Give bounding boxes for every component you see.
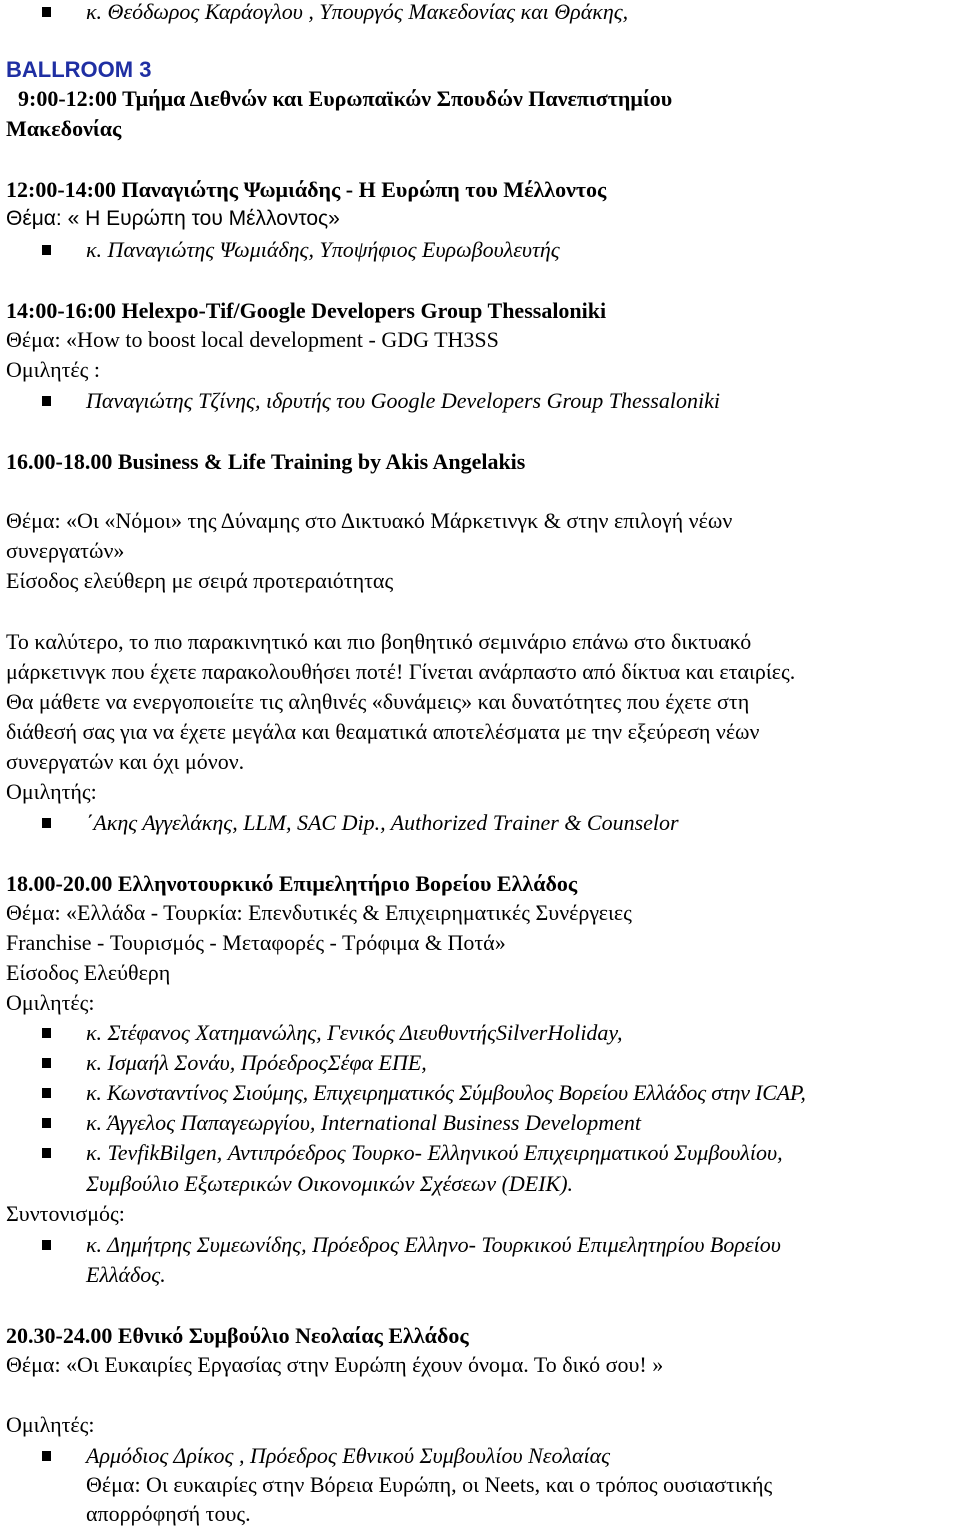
speakers-label: Ομιλητές: — [6, 1412, 95, 1437]
session-theme: Θέμα: «Οι Ευκαιρίες Εργασίας στην Ευρώπη έχουν όνομα. Το δικό σου! » — [6, 1352, 664, 1377]
square-bullet-icon — [42, 1240, 51, 1250]
entry-note: Είσοδος ελεύθερη με σειρά προτεραιότητας — [6, 568, 394, 593]
square-bullet-icon — [42, 7, 51, 17]
speaker-text: Αρμόδιος Δρίκος , Πρόεδρος Εθνικού Συμβουλίου Νεολαίας — [86, 1443, 611, 1468]
session-heading: 9:00-12:00 Τμήμα Διεθνών και Ευρωπαϊκών Σπουδών Πανεπιστημίου — [18, 86, 673, 111]
speaker-text: κ. Στέφανος Χατημανώλης, Γενικός ΔιευθυντήςSilverHoliday, — [86, 1020, 623, 1045]
session-theme-cont: συνεργατών» — [6, 538, 125, 563]
speaker-text: κ. TevfikBilgen, Αντιπρόεδρος Τουρκο- Ελληνικού Επιχειρηματικού Συμβουλίου, — [86, 1140, 783, 1165]
speaker-text: Παναγιώτης Τζίνης, ιδρυτής του Google Developers Group Thessaloniki — [86, 388, 720, 413]
square-bullet-icon — [42, 396, 51, 406]
square-bullet-icon — [42, 1088, 51, 1098]
speaker-theme: Θέμα: Οι ευκαιρίες στην Βόρεια Ευρώπη, οι Neets, και ο τρόπος ουσιαστικής — [86, 1472, 773, 1497]
speaker-label: Ομιλητής: — [6, 779, 97, 804]
speakers-label: Ομιλητές: — [6, 990, 95, 1015]
entry-note: Είσοδος Ελεύθερη — [6, 960, 171, 985]
coordination-label: Συντονισμός: — [6, 1201, 125, 1226]
description-line: συνεργατών και όχι μόνον. — [6, 749, 245, 774]
coordinator-text: κ. Δημήτρης Συμεωνίδης, Πρόεδρος Ελληνο- Τουρκικού Επιμελητηρίου Βορείου — [86, 1232, 781, 1257]
session-heading: 14:00-16:00 Helexpo-Tif/Google Developers Group Thessaloniki — [6, 298, 607, 323]
ballroom-title: BALLROOM 3 — [6, 57, 152, 82]
square-bullet-icon — [42, 1451, 51, 1461]
speakers-label: Ομιλητές : — [6, 357, 100, 382]
square-bullet-icon — [42, 245, 51, 255]
speaker-text: κ. Άγγελος Παπαγεωργίου, International Business Development — [86, 1110, 642, 1135]
speaker-text: κ. Κωνσταντίνος Σιούμης, Επιχειρηματικός Σύμβουλος Βορείου Ελλάδος στην ICAP, — [86, 1080, 806, 1105]
description-line: Το καλύτερο, το πιο παρακινητικό και πιο βοηθητικό σεμινάριο επάνω στο δικτυακό — [6, 629, 752, 654]
session-theme: Θέμα: « Η Ευρώπη του Μέλλοντος» — [6, 207, 340, 230]
description-line: μάρκετινγκ που έχετε παρακολουθήσει ποτέ! Γίνεται ανάρπαστο από δίκτυα και εταιρίες. — [6, 659, 796, 684]
session-heading: 16.00-18.00 Business & Life Training by Akis Angelakis — [6, 449, 526, 474]
session-heading: 18.00-20.00 Ελληνοτουρκικό Επιμελητήριο Βορείου Ελλάδος — [6, 871, 578, 896]
session-heading: 20.30-24.00 Εθνικό Συμβούλιο Νεολαίας Ελλάδος — [6, 1323, 469, 1348]
speaker-text: ΄Ακης Αγγελάκης, LLM, SAC Dip., Authorized Trainer & Counselor — [86, 810, 679, 835]
speaker-theme-cont: απορρόφησή τους. — [86, 1501, 251, 1526]
square-bullet-icon — [42, 1148, 51, 1158]
description-line: διάθεσή σας για να έχετε μεγάλα και θεαματικά αποτελέσματα με την εξεύρεση νέων — [6, 719, 760, 744]
speaker-text-cont: Συμβούλιο Εξωτερικών Οικονομικών Σχέσεων (DEIK). — [86, 1171, 574, 1196]
session-theme: Θέμα: «Ελλάδα - Τουρκία: Επενδυτικές & Επιχειρηματικές Συνέργειες — [6, 900, 632, 925]
description-line: Θα μάθετε να ενεργοποιείτε τις αληθινές «δυνάμεις» και δυνατότητες που έχετε στη — [6, 689, 750, 714]
speaker-text: κ. Ισμαήλ Σονάυ, ΠρόεδροςΣέφα ΕΠΕ, — [86, 1050, 427, 1075]
session-theme: Θέμα: «How to boost local development - GDG TH3SS — [6, 327, 499, 352]
session-heading-cont: Μακεδονίας — [6, 116, 122, 141]
session-theme-cont: Franchise - Τουρισμός - Μεταφορές - Τρόφιμα & Ποτά» — [6, 930, 506, 955]
square-bullet-icon — [42, 1028, 51, 1038]
coordinator-text-cont: Ελλάδος. — [86, 1262, 166, 1287]
square-bullet-icon — [42, 1118, 51, 1128]
square-bullet-icon — [42, 818, 51, 828]
speaker-text: κ. Παναγιώτης Ψωμιάδης, Υποψήφιος Ευρωβουλευτής — [86, 237, 560, 262]
square-bullet-icon — [42, 1058, 51, 1068]
session-theme: Θέμα: «Οι «Νόμοι» της Δύναμης στο Δικτυακό Μάρκετινγκ & στην επιλογή νέων — [6, 508, 733, 533]
session-heading: 12:00-14:00 Παναγιώτης Ψωμιάδης - Η Ευρώπη του Μέλλοντος — [6, 177, 607, 202]
speaker-text: κ. Θεόδωρος Καράογλου , Υπουργός Μακεδονίας και Θράκης, — [86, 0, 629, 24]
